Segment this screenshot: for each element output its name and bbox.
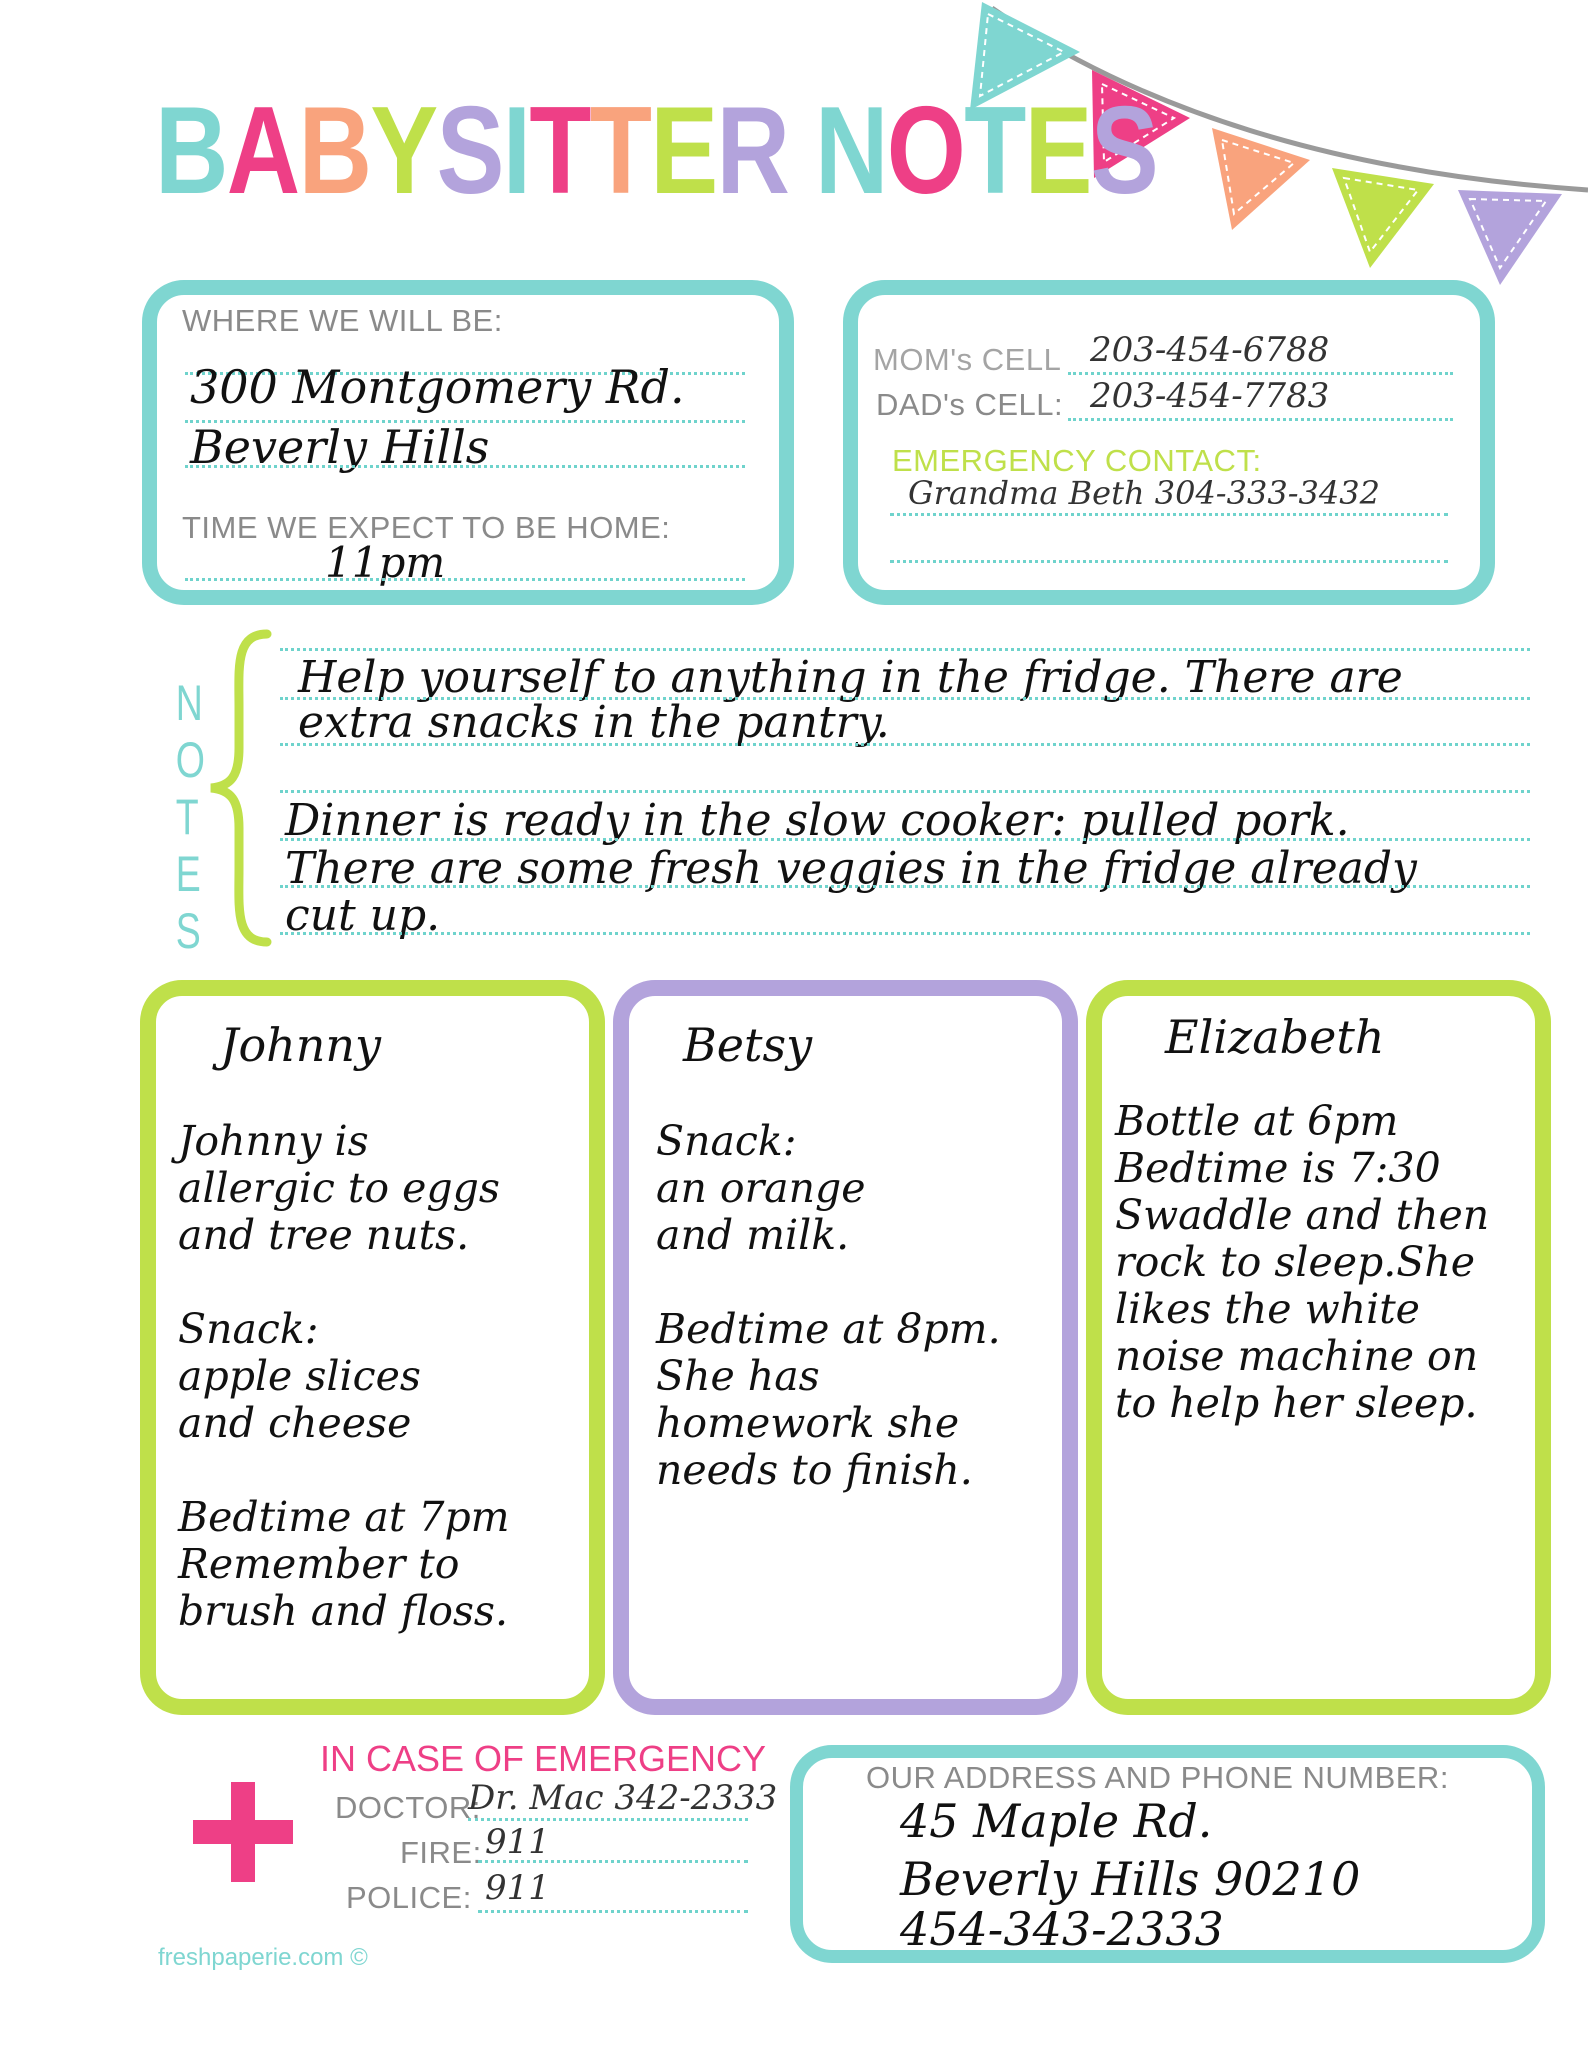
- note1-line1: Help yourself to anything in the fridge. There are: [298, 652, 1403, 703]
- note2-line1: Dinner is ready in the slow cooker: pulled pork.: [285, 795, 1350, 846]
- title-letter: O: [886, 82, 965, 220]
- title-space: [788, 80, 815, 222]
- kid-notes-elizabeth: Bottle at 6pm Bedtime is 7:30 Swaddle and then rock to sleep.She likes the white noise machine on to help her sleep.: [1115, 1097, 1490, 1427]
- emergency-contact-label: EMERGENCY CONTACT:: [892, 443, 1262, 478]
- dotted-line: [280, 838, 1530, 841]
- title-letter: B: [298, 82, 371, 220]
- dotted-line: [468, 1818, 748, 1821]
- dotted-line: [280, 648, 1530, 651]
- kid-name-elizabeth: Elizabeth: [1165, 1010, 1385, 1064]
- title-letter: N: [814, 82, 887, 220]
- kid-name-betsy: Betsy: [683, 1018, 813, 1072]
- dotted-line: [890, 560, 1448, 563]
- title-letter: Y: [370, 82, 437, 220]
- our-phone: 454-343-2333: [900, 1902, 1224, 1956]
- police-label: POLICE:: [346, 1880, 472, 1915]
- title-letter: T: [529, 82, 590, 220]
- title-letter: T: [589, 82, 651, 220]
- pennant-lime: [1332, 168, 1434, 268]
- where-address-line2: Beverly Hills: [190, 420, 490, 474]
- title-letter: E: [650, 82, 717, 220]
- dotted-line: [1068, 418, 1453, 421]
- title-letter: I: [502, 82, 530, 220]
- our-address-label: OUR ADDRESS AND PHONE NUMBER:: [866, 1760, 1449, 1795]
- our-address-line1: 45 Maple Rd.: [900, 1794, 1213, 1848]
- emergency-contact-value: Grandma Beth 304-333-3432: [908, 474, 1380, 512]
- dad-cell-value: 203-454-7783: [1090, 376, 1330, 416]
- kid-notes-johnny: Johnny is allergic to eggs and tree nuts. Snack: apple slices and cheese Bedtime at 7pm Remember to brush and floss.: [178, 1117, 510, 1635]
- dotted-line: [185, 465, 745, 468]
- fire-value: 911: [485, 1822, 550, 1862]
- dotted-line: [1068, 372, 1453, 375]
- dotted-line: [280, 885, 1530, 888]
- note2-line2: There are some fresh veggies in the fridge already: [285, 843, 1417, 894]
- time-home-value: 11pm: [325, 538, 446, 587]
- doctor-label: DOCTOR:: [335, 1790, 481, 1825]
- emergency-title: IN CASE OF EMERGENCY: [320, 1738, 767, 1779]
- notes-side-label: NOTES: [175, 675, 205, 959]
- our-address-line2: Beverly Hills 90210: [900, 1852, 1361, 1906]
- title-letter: S: [1090, 82, 1158, 220]
- title-letter: E: [1024, 82, 1091, 220]
- mom-cell-label: MOM's CELL: [873, 342, 1062, 377]
- where-label: WHERE WE WILL BE:: [182, 303, 503, 338]
- footer-credit[interactable]: freshpaperie.com ©: [158, 1944, 368, 1971]
- dotted-line: [185, 578, 745, 581]
- where-address-line1: 300 Montgomery Rd.: [190, 360, 685, 414]
- curly-brace-icon: [205, 628, 275, 948]
- medical-cross-icon: [193, 1782, 293, 1882]
- doctor-value: Dr. Mac 342-2333: [468, 1778, 778, 1818]
- mom-cell-value: 203-454-6788: [1090, 330, 1330, 370]
- dotted-line: [280, 743, 1530, 746]
- title-letter: A: [226, 82, 299, 220]
- dotted-line: [890, 513, 1448, 516]
- title-letter: S: [436, 82, 503, 220]
- title-letter: T: [964, 82, 1025, 220]
- time-home-label: TIME WE EXPECT TO BE HOME:: [182, 510, 671, 545]
- police-value: 911: [485, 1868, 550, 1908]
- dotted-line: [478, 1910, 748, 1913]
- dad-cell-label: DAD's CELL:: [876, 387, 1064, 422]
- kid-notes-betsy: Snack: an orange and milk. Bedtime at 8pm. She has homework she needs to finish.: [656, 1117, 1001, 1494]
- title-letter: R: [716, 82, 789, 220]
- pennant-lavender: [1458, 190, 1562, 285]
- kid-name-johnny: Johnny: [220, 1018, 381, 1072]
- note1-line2: extra snacks in the pantry.: [298, 697, 890, 748]
- title-letter: B: [155, 82, 227, 220]
- page-title: [155, 80, 1157, 222]
- dotted-line: [280, 790, 1530, 793]
- dotted-line: [280, 932, 1530, 935]
- dotted-line: [478, 1860, 748, 1863]
- fire-label: FIRE:: [400, 1835, 482, 1870]
- note2-line3: cut up.: [285, 890, 441, 941]
